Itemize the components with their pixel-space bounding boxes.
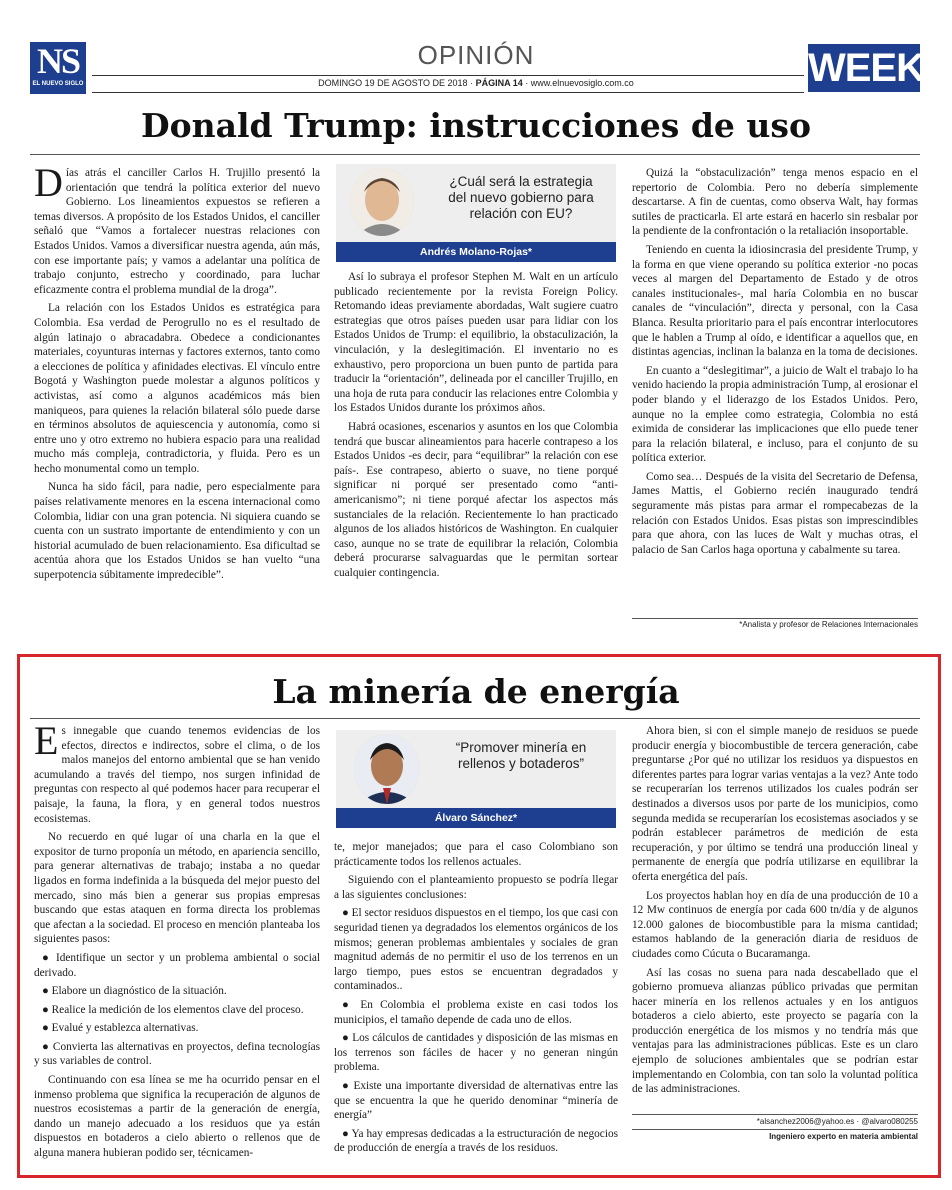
- author-contact: *alsanchez2006@yahoo.es · @alvaro080255: [756, 1117, 918, 1126]
- article2-paragraph: No recuerdo en qué lugar oí una charla en la que el expositor de turno proponía un método, en apariencia sencillo, para generar alternativas de trabajo; instaba a no quedar ligados en forma indefinida a la búsqueda del mejor puesto del mercado, sino más bien a generar sus propias empresas buscando que estas ataquen en forma directa los problemas que afectan a la sociedad. El proceso en mención planteaba los siguientes pasos:: [34, 831, 320, 946]
- article2-paragraph: Los proyectos hablan hoy en día de una producción de 10 a 12 Mw continuos de energía por cada 600 tn/día y de algunos 12.000 galones de biocombustible para la misma cantidad; estamos hablando de la generación diaria de residuos de ciudades como Cúcuta o Bucaramanga.: [632, 889, 918, 960]
- article2-paragraph: Siguiendo con el planteamiento propuesto se podría llegar a las siguientes conclusiones:: [334, 874, 618, 901]
- article1-paragraph: Así lo subraya el profesor Stephen M. Walt en un artículo publicado recientemente por la revista Foreign Policy. Retomando ideas previamente abordadas, Walt sugiere cuatro estrategias que otros países pueden usar para lidiar con los Estados Unidos de Trump: el equilibrio, la obstaculización, la vinculación, y la deslegitimación. El inventario no es exhaustivo, pero proporciona un buen punto de partida para traducir la “orientación”, delineada por el canciller Trujillo, en una hoja de ruta para conducir las relaciones entre Colombia y los Estados Unidos durante los próximos años.: [334, 271, 618, 415]
- bullet-item: ● En Colombia el problema existe en casi todos los municipios, el tamaño depende de cada uno de ellos.: [334, 998, 618, 1026]
- section-title: OPINIÓN: [417, 40, 535, 70]
- dropcap: D: [34, 160, 63, 205]
- article1-footnote: *Analista y profesor de Relaciones Internacionales: [739, 620, 918, 629]
- author-photo: [354, 734, 420, 804]
- article2-paragraph: te, mejor manejados; que para el caso Colombiano son prácticamente todos los rellenos actuales.: [334, 841, 618, 868]
- article1-paragraph: Como sea… Después de la visita del Secretario de Defensa, James Mattis, el Gobierno recién inaugurado tendrá seguramente más pistas para armar el rompecabezas de la relación con Estados Unidos. Esas pistas son imprescindibles para que ahora, con las luces de Walt y muchas otras, el palacio de San Carlos haga oportuna y cabalmente su tarea.: [632, 470, 918, 556]
- bullet-item: ● El sector residuos dispuestos en el tiempo, los que casi con seguridad tienen ya degradados los elementos orgánicos de los mismos; generan problemas ambientales y sociales de gran magnitud además de no permitir el uso de los terrenos en un largo tiempo, pues estos se encuentran degradados y contaminados..: [334, 907, 619, 993]
- article1-paragraph: Quizá la “obstaculización” tenga menos espacio en el repertorio de Colombia. Pero no debería simplemente descartarse. A fin de cuentas, como observa Walt, hay formas sutiles de practicarla. El arte estará en hacerlo sin resbalar por la pendiente de la confrontación o la retaliación insoportable.: [632, 167, 918, 238]
- author-photo: [350, 168, 414, 236]
- article2-footnote: Ingeniero experto en materia ambiental: [769, 1132, 918, 1141]
- logo-small-text: EL NUEVO SIGLO: [32, 81, 84, 87]
- article2-paragraph: Es innegable que cuando tenemos evidencias de los efectos, directos e indirectos, sobre el clima, o de los malos manejos del entorno ambiental que se han venido acumulando a través del tiempo, nos surgen infinidad de preguntas con respecto al qué podemos hacer para recuperar el paisaje, la fauna, la flora, y en general todos nuestros ecosistemas.: [34, 718, 320, 825]
- bullet-item: ● Elabore un diagnóstico de la situación.: [42, 985, 227, 998]
- article2-author-box: [336, 730, 616, 828]
- bullet-item: ● Evalué y establezca alternativas.: [42, 1022, 199, 1035]
- author-quote: ¿Cuál será la estrategia del nuevo gobierno para relación con EU?: [448, 174, 594, 221]
- week-badge: WEEK: [808, 46, 924, 90]
- bullet-item: ● Ya hay empresas dedicadas a la estructuración de negocios de producción de energía a través de los residuos.: [334, 1127, 618, 1155]
- article1-footnote-rule: [632, 618, 918, 619]
- bullet-item: ● Convierta las alternativas en proyectos, defina tecnologías y sus variables de control.: [34, 1040, 320, 1068]
- article2-column-2: [334, 840, 618, 1160]
- article1-paragraph: Nunca ha sido fácil, para nadie, pero especialmente para países relativamente menores en la escena internacional como Colombia, lidiar con una gran potencia. Ni siquiera cuando se cuenta con un sustrato importante de entendimiento y con un historial acumulado de buen relacionamiento. Esa dificultad se acentúa ahora que los Estados Unidos se han vuelto “una superpotencia súbitamente impredecible”.: [34, 481, 320, 582]
- author-name: Álvaro Sánchez*: [336, 808, 616, 828]
- article1-column-3: [632, 166, 918, 561]
- page-number: PÁGINA 14: [475, 78, 523, 88]
- article2-paragraph: Ahora bien, si con el simple manejo de residuos se puede producir energía y biocombustible de tercera generación, cabe preguntarse ¿Por qué no utilizar los residuos ya dispuestos en diferentes partes para lograr varias ventajas a la vez? Ante todo se recuperarían los terrenos utilizados los cuales podrán ser destinados a diversos usos por parte de los municipios, como segunda medida se recuperarían los ecosistemas asociados y se podrán establecer parámetros de medición de esta recuperación, y por último se tendrá una producción lineal y permanente de energía que podría utilizarse en equilibrar la oferta energética del país.: [632, 725, 918, 883]
- issue-date: DOMINGO 19 DE AGOSTO DE 2018: [318, 78, 468, 88]
- logo-letters: NS: [36, 41, 80, 81]
- article1-column-1: [34, 160, 320, 587]
- article1-column-2: [334, 270, 618, 584]
- article1-headline: Donald Trump: instrucciones de uso: [141, 106, 811, 145]
- article1-paragraph: Habrá ocasiones, escenarios y asuntos en los que Colombia tendrá que buscar alineamientos para hacerle contrapeso a los Estados Unidos -es decir, para “equilibrar” la relación con ese país-. Ese contrapeso, abierto o suave, no tiene porqué significar ni porqué ser presentado como “anti-americanismo”; ni tiene porqué afectar los aspectos más sustanciales de la relación. Recientemente lo han practicado algunos de los aliados históricos de Washington. En cualquier caso, aunque no se trate de equilibrar la relación, Colombia deberá procurarse salvaguardas que le permitan sortear cualquier contingencia.: [334, 420, 618, 579]
- article2-headline: La minería de energía: [272, 672, 680, 711]
- bullet-item: ● Realice la medición de los elementos clave del proceso.: [42, 1003, 304, 1016]
- masthead-rule-top: [92, 75, 804, 76]
- bullet-item: ● Identifique un sector y un problema ambiental o social derivado.: [34, 951, 320, 979]
- masthead-rule-bottom: [92, 92, 804, 93]
- article2-column-1: [34, 718, 320, 1165]
- bullet-item: ● Los cálculos de cantidades y disposición de las mismas en los terrenos son fáciles de hacer y no generan ningún problema.: [334, 1032, 618, 1074]
- article1-rule: [30, 154, 920, 155]
- bullet-item: ● Existe una importante diversidad de alternativas entre las que se encuentra la que he querido denominar “minería de energía”: [334, 1079, 618, 1122]
- dropcap: E: [34, 718, 59, 763]
- article1-paragraph: Teniendo en cuenta la idiosincrasia del presidente Trump, y la forma en que viene operando su política exterior -no pocas veces al margen del Departamento de Estado y de otros canales institucionales-, mal haría Colombia en no buscar canales de “vinculación”, directa y personal, con la Casa Blanca. Resulta prioritario para el país encontrar interlocutores que le hablen a Trump al oído, e identificar a aquellos que, en distintas agencias, inclinan la balanza en la toma de decisiones.: [632, 243, 918, 359]
- author-quote: “Promover minería en rellenos y botaderos”: [455, 740, 587, 771]
- site-url: www.elnuevosiglo.com.co: [530, 78, 634, 88]
- article1-author-box: [336, 164, 616, 262]
- article2-footnote-rule: [632, 1114, 918, 1115]
- article1-paragraph: En cuanto a “deslegitimar”, a juicio de Walt el trabajo lo ha venido haciendo la propia administración Tump, al erosionar el poder blando y el liderazgo de los Estados Unidos. Pero, aunque no la emplee como estrategia, Colombia no está eximida de considerar las implicaciones que ello puede tener para la relación bilateral, e incluso, para el conjunto de su política exterior.: [632, 364, 918, 465]
- author-name: Andrés Molano-Rojas*: [336, 242, 616, 262]
- article1-paragraph: La relación con los Estados Unidos es estratégica para Colombia. Esa verdad de Perogrullo no es el resultado de algún latinajo o abracadabra. Obedece a condicionantes materiales, coyunturas internas y factores externos, tanto como a elecciones de política y afinidades electivas. El vínculo entre Bogotá y Washington puede molestar a algunos políticos y activistas, así como a algunos académicos más bien maniqueos, para quienes la relación bilateral sólo puede darse en términos absolutos de aquiescencia y autonomía, como si entre uno y otro extremo no hubiera espacio para una realidad mucho más compleja, contradictoria, y fluida. Pero es un hecho monumental como un templo.: [34, 302, 320, 475]
- dateline: DOMINGO 19 DE AGOSTO DE 2018 · PÁGINA 14 · www.elnuevosiglo.com.co: [318, 78, 634, 88]
- article2-paragraph: Así las cosas no suena para nada descabellado que el gobierno promueva alianzas público privadas que permitan hacer minería en los rellenos actuales y en los antiguos botaderos a cielo abierto, este proyecto se pagaría con la producción energética de los mismos y no tendría más que ventajas para las administraciones públicas. Este es un claro ejemplo de soluciones ambientales que se podrían estar implementando en Colombia, con tan solo la voluntad política de las administraciones.: [632, 966, 918, 1096]
- article2-paragraph: Continuando con esa línea se me ha ocurrido pensar en el inmenso problema que significa la recuperación de algunos de nuestros ecosistemas a partir de la generación de energía, dando un manejo adecuado a los residuos que ya están dispuestos en botaderos a cielo abierto o rellenos que de alguna manera hubieran podido ser, técnicamen-: [34, 1074, 320, 1160]
- article2-column-3: [632, 724, 918, 1101]
- article2-rule: [30, 718, 920, 719]
- article2-footnote-rule-2: [632, 1129, 918, 1130]
- article1-paragraph: Días atrás el canciller Carlos H. Trujillo presentó la orientación que tendrá la política exterior del nuevo Gobierno. Los lineamientos expuestos se refieren a temas diversos. A propósito de los Estados Unidos, el canciller señaló que “Vamos a fortalecer nuestras relaciones con Estados Unidos. Vamos a diversificar nuestra agenda, aún más, con ese importante país; y vamos a adelantar una política de trabajo conjunto, estrecho y coordinado, para luchar eficazmente contra el problema mundial de la droga”.: [34, 160, 320, 296]
